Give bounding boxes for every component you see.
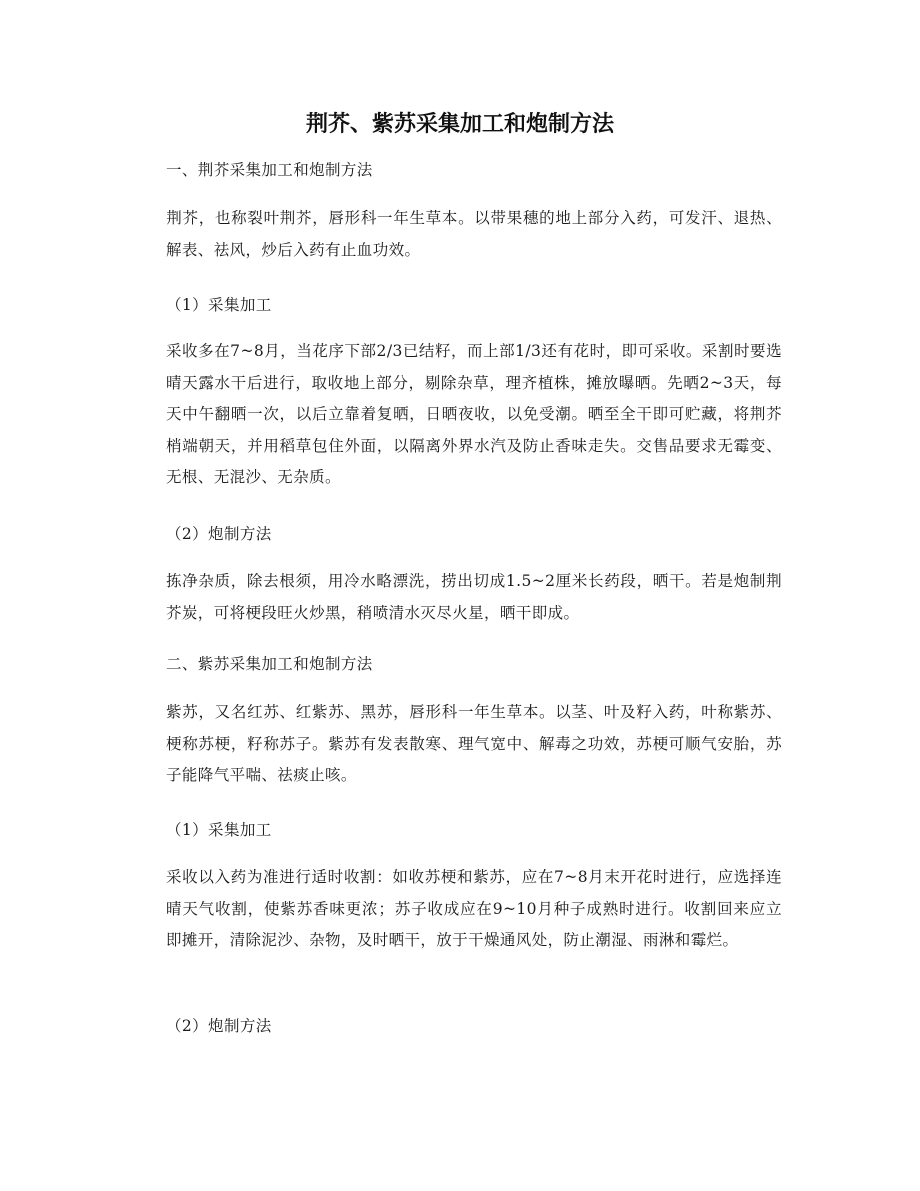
paragraph-jingjie-collection: 采收多在7~8月，当花序下部2/3已结籽，而上部1/3还有花时，即可采收。采割时要选晴天露水干后进行，取收地上部分，剔除杂草，理齐植株，摊放曝晒。先晒2~3天，每天中午翻晒一次，以后立靠着复晒，日晒夜收，以免受潮。晒至全干即可贮藏，将荆芥梢端朝天，并用稻草包住外面，以隔离外界水汽及防止香味走失。交售品要求无霉变、无根、无混沙、无杂质。 — [166, 342, 782, 486]
paragraph-jingjie-processing: 拣净杂质，除去根须，用冷水略漂洗，捞出切成1.5~2厘米长药段，晒干。若是炮制荆芥炭，可将梗段旺火炒黑，稍喷清水灭尽火星，晒干即成。 — [166, 572, 782, 622]
subheading-jingjie-processing: （2）炮制方法 — [166, 525, 272, 543]
section-heading-zisu: 二、紫苏采集加工和炮制方法 — [166, 655, 373, 673]
section-heading-jingjie: 一、荆芥采集加工和炮制方法 — [166, 161, 373, 179]
subheading-jingjie-collection: （1）采集加工 — [166, 296, 272, 314]
paragraph-zisu-collection: 采收以入药为准进行适时收割：如收苏梗和紫苏，应在7~8月末开花时进行，应选择连晴天气收割，使紫苏香味更浓；苏子收成应在9~10月种子成熟时进行。收割回来应立即摊开，清除泥沙、杂物，及时晒干，放于干燥通风处，防止潮湿、雨淋和霉烂。 — [166, 868, 782, 949]
paragraph-zisu-intro: 紫苏，又名红苏、红紫苏、黑苏，唇形科一年生草本。以茎、叶及籽入药，叶称紫苏、梗称苏梗，籽称苏子。紫苏有发表散寒、理气宽中、解毒之功效，苏梗可顺气安胎，苏子能降气平喘、祛痰止咳。 — [166, 703, 782, 784]
paragraph-jingjie-intro — [166, 203, 782, 266]
document-title: 荆芥、紫苏采集加工和炮制方法 — [305, 111, 614, 137]
subheading-zisu-processing: （2）炮制方法 — [166, 1017, 272, 1035]
paragraph-jingjie-intro-text: 荆芥，也称裂叶荆芥，唇形科一年生草本。以带果穗的地上部分入药，可发汗、退热、解表、祛风，炒后入药有止血功效。 — [166, 209, 782, 259]
subheading-zisu-collection: （1）采集加工 — [166, 821, 272, 839]
